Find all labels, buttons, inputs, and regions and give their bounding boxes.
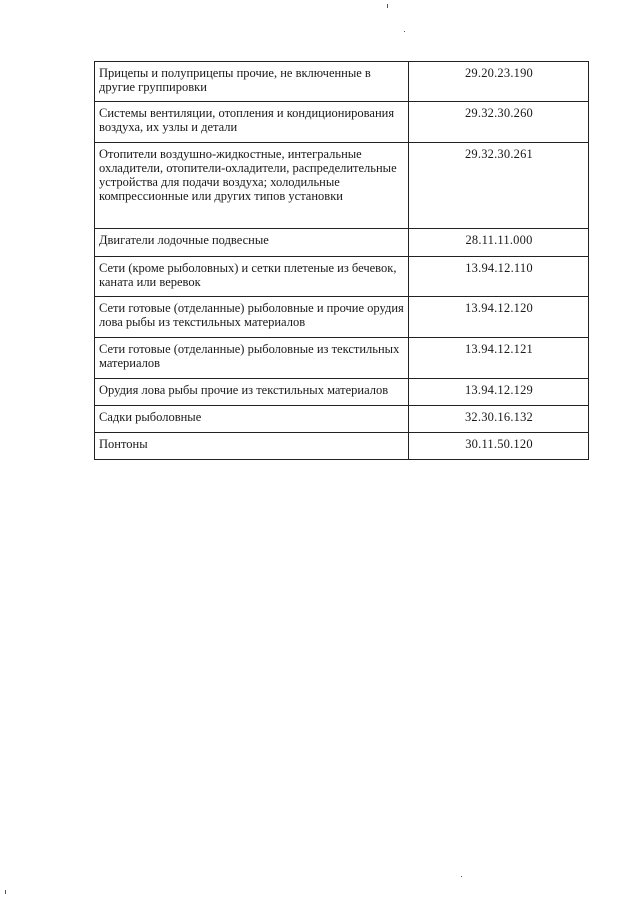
row-description: Системы вентиляции, отопления и кондиционирования воздуха, их узлы и детали	[95, 102, 409, 143]
row-code: 32.30.16.132	[409, 406, 589, 433]
row-description: Сети готовые (отделанные) рыболовные и прочие орудия лова рыбы из текстильных материалов	[95, 297, 409, 338]
row-description: Орудия лова рыбы прочие из текстильных материалов	[95, 379, 409, 406]
row-code: 29.32.30.260	[409, 102, 589, 143]
scan-speck	[5, 890, 6, 894]
row-description: Сети готовые (отделанные) рыболовные из текстильных материалов	[95, 338, 409, 379]
row-code: 29.20.23.190	[409, 62, 589, 102]
table-row	[95, 143, 589, 229]
table-row	[95, 102, 589, 143]
table-row	[95, 433, 589, 460]
row-code: 28.11.11.000	[409, 229, 589, 257]
row-description: Прицепы и полуприцепы прочие, не включенные в другие группировки	[95, 62, 409, 102]
row-description: Двигатели лодочные подвесные	[95, 229, 409, 257]
row-description: Понтоны	[95, 433, 409, 460]
row-code: 13.94.12.129	[409, 379, 589, 406]
table-row	[95, 297, 589, 338]
table-row	[95, 229, 589, 257]
scan-speck	[387, 4, 388, 8]
table-row	[95, 62, 589, 102]
table-row	[95, 406, 589, 433]
table-row	[95, 379, 589, 406]
row-description: Садки рыболовные	[95, 406, 409, 433]
row-description: Отопители воздушно-жидкостные, интегральные охладители, отопители-охладители, распределительные устройства для подачи воздуха; холодильные компрессионные или других типов установки	[95, 143, 409, 229]
row-code: 29.32.30.261	[409, 143, 589, 229]
table-row	[95, 338, 589, 379]
row-code: 13.94.12.121	[409, 338, 589, 379]
scan-speck	[461, 876, 462, 877]
scan-speck	[404, 31, 405, 32]
row-code: 13.94.12.110	[409, 257, 589, 297]
row-code: 30.11.50.120	[409, 433, 589, 460]
product-code-table	[94, 61, 589, 460]
row-code: 13.94.12.120	[409, 297, 589, 338]
table-row	[95, 257, 589, 297]
row-description: Сети (кроме рыболовных) и сетки плетеные из бечевок, каната или веревок	[95, 257, 409, 297]
